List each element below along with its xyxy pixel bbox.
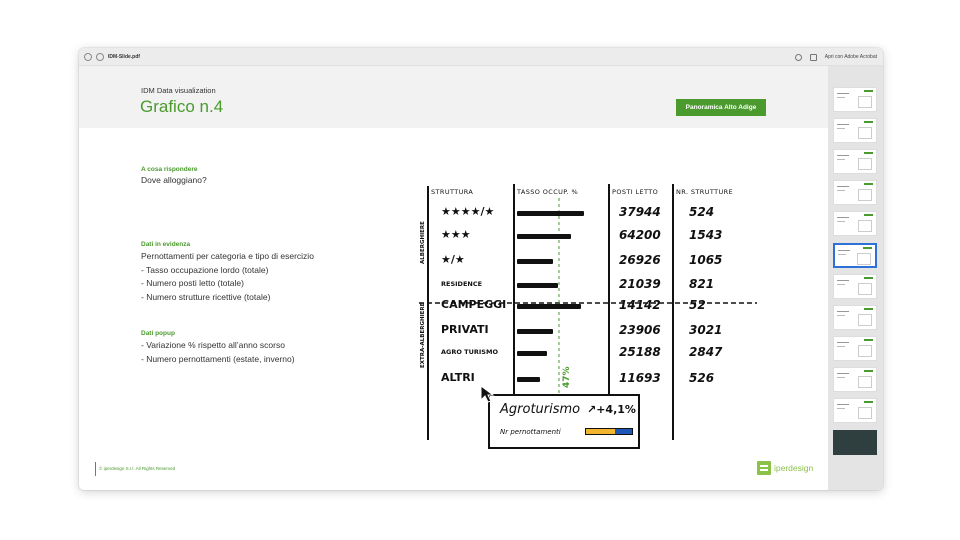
row-category-label: ★★★ [441, 228, 471, 241]
popup-name: Agroturismo [500, 402, 581, 417]
share-icon[interactable] [810, 54, 817, 61]
thumbnail-detail [858, 376, 872, 388]
thumbnail-detail [838, 254, 846, 255]
thumbnail-detail [858, 96, 872, 108]
occupancy-bar [517, 351, 547, 356]
thumbnail-detail [858, 314, 872, 326]
highlight-line: Pernottamenti per categoria e tipo di esercizio [141, 251, 314, 261]
markup-icon[interactable] [795, 54, 802, 61]
occupancy-bar [517, 259, 553, 264]
question-text: Dove alloggiano? [141, 175, 207, 185]
thumbnail-detail [864, 370, 873, 372]
page-thumbnail[interactable] [833, 149, 877, 174]
page-thumbnail[interactable] [833, 305, 877, 330]
strutture-value: 821 [689, 277, 715, 291]
thumbnail-detail [858, 158, 872, 170]
page-thumbnail[interactable] [833, 243, 877, 268]
page-thumbnail[interactable] [833, 367, 877, 392]
thumbnail-detail [864, 183, 873, 185]
posti-letto-value: 11693 [619, 371, 661, 385]
highlight-line: - Tasso occupazione lordo (totale) [141, 264, 269, 275]
thumbnail-detail [837, 315, 845, 316]
thumbnail-detail [863, 247, 872, 249]
thumbnail-detail [864, 214, 873, 216]
slide-page [79, 66, 828, 490]
occupancy-bar [517, 234, 571, 239]
row-category-label: ★/★ [441, 253, 465, 266]
info-icon[interactable] [96, 53, 104, 61]
thumbnail-detail [857, 253, 871, 265]
header-struttura: STRUTTURA [431, 188, 474, 196]
footer-accent [95, 462, 96, 476]
thumbnail-detail [837, 284, 845, 285]
thumbnail-detail [864, 339, 873, 341]
popup-data-list [141, 339, 295, 366]
thumbnail-detail [837, 217, 849, 218]
strutture-value: 524 [689, 205, 715, 219]
occupancy-bar [517, 329, 553, 334]
thumbnail-detail [858, 220, 872, 232]
logo-text: iperdesign [774, 463, 814, 473]
popup-data-line: - Variazione % rispetto all’anno scorso [141, 340, 285, 350]
posti-letto-value: 14142 [619, 298, 661, 312]
thumbnail-detail [858, 127, 872, 139]
logo-mark [757, 461, 771, 475]
row-category-label: ALTRI [441, 371, 475, 384]
thumbnail-detail [837, 408, 845, 409]
thumbnail-detail [837, 377, 845, 378]
agroturismo-popup [488, 394, 640, 449]
highlight-label: Dati in evidenza [141, 241, 191, 248]
thumbnail-detail [864, 308, 873, 310]
popup-variation: ↗+4,1% [587, 403, 636, 416]
thumbnail-detail [858, 345, 872, 357]
thumbnail-detail [837, 342, 849, 343]
thumbnail-detail [837, 97, 845, 98]
header-strutture: NR. STRUTTURE [676, 188, 734, 196]
open-with-acrobat-button[interactable]: Apri con Adobe Acrobat [824, 54, 877, 60]
strutture-value: 3021 [689, 323, 723, 337]
page-thumbnail[interactable] [833, 180, 877, 205]
title-bar [79, 48, 883, 66]
group-extra-alberghiere: EXTRA-ALBERGHIERE [420, 302, 426, 368]
popup-data-line: - Numero pernottamenti (estate, inverno) [141, 353, 295, 364]
footer-copyright: © iperdesign S.r.l. All Rights Reserved [99, 466, 176, 471]
highlight-line: - Numero posti letto (totale) [141, 278, 244, 288]
posti-letto-value: 25188 [619, 345, 661, 359]
posti-letto-value: 26926 [619, 253, 661, 267]
occupancy-bar [517, 304, 581, 309]
nights-season-bar [585, 428, 633, 435]
average-rate-label: 47% [562, 366, 572, 388]
thumbnail-detail [837, 373, 849, 374]
thumbnail-detail [858, 189, 872, 201]
occupancy-bar [517, 211, 584, 216]
thumbnail-detail [838, 250, 850, 251]
header-posti: POSTI LETTO [612, 188, 659, 196]
slide-header [79, 66, 828, 128]
strutture-value: 526 [689, 371, 715, 385]
highlight-list [141, 250, 314, 304]
strutture-value: 52 [689, 298, 706, 312]
thumbnail-detail [837, 190, 845, 191]
document-title: IDM-Slide.pdf [108, 53, 140, 60]
thumbnail-sidebar[interactable] [828, 66, 883, 490]
cursor-arrow-icon [479, 384, 499, 404]
thumbnail-detail [858, 407, 872, 419]
thumbnail-detail [858, 283, 872, 295]
thumbnail-detail [837, 155, 849, 156]
occupancy-bar [517, 377, 540, 382]
header-tasso: TASSO OCCUP. % [517, 188, 579, 196]
thumbnail-detail [864, 121, 873, 123]
row-category-label: AGRO TURISMO [441, 348, 498, 356]
thumbnail-detail [837, 346, 845, 347]
page-thumbnail[interactable] [833, 211, 877, 236]
thumbnail-detail [837, 159, 845, 160]
strutture-value: 2847 [689, 345, 723, 359]
popup-data-label: Dati popup [141, 330, 175, 337]
slide-title: Grafico n.4 [140, 97, 224, 116]
pdf-viewer-window [79, 48, 883, 490]
iperdesign-logo [757, 461, 813, 475]
overview-badge: Panoramica Alto Adige [676, 99, 766, 116]
page-thumbnail[interactable] [833, 274, 877, 299]
posti-letto-value: 37944 [619, 205, 661, 219]
row-category-label: RESIDENCE [441, 280, 483, 288]
posti-letto-value: 64200 [619, 228, 661, 242]
page-thumbnail[interactable] [833, 336, 877, 361]
question-label: A cosa rispondere [141, 166, 198, 173]
thumbnail-detail [837, 128, 845, 129]
thumbnail-detail [864, 152, 873, 154]
thumbnail-detail [837, 93, 849, 94]
strutture-value: 1065 [689, 253, 723, 267]
thumbnail-detail [837, 221, 845, 222]
row-category-label: ★★★★/★ [441, 205, 495, 218]
posti-letto-value: 23906 [619, 323, 661, 337]
highlight-line: - Numero strutture ricettive (totale) [141, 291, 271, 302]
occupancy-bar [517, 283, 558, 288]
page-thumbnail[interactable] [833, 87, 877, 112]
slide-kicker: IDM Data visualization [141, 86, 216, 95]
thumbnail-detail [864, 401, 873, 403]
page-thumbnail[interactable] [833, 430, 877, 455]
close-icon[interactable] [84, 53, 92, 61]
summer-share-fill [586, 429, 615, 434]
thumbnail-detail [837, 404, 849, 405]
row-category-label: PRIVATI [441, 323, 489, 336]
thumbnail-detail [837, 311, 849, 312]
page-thumbnail[interactable] [833, 118, 877, 143]
page-thumbnail[interactable] [833, 398, 877, 423]
group-alberghiere: ALBERGHIERE [420, 221, 426, 264]
row-category-label: CAMPEGGI [441, 298, 507, 311]
thumbnail-detail [837, 280, 849, 281]
thumbnail-detail [864, 277, 873, 279]
popup-nights-label: Nr pernottamenti [500, 428, 561, 436]
thumbnail-detail [837, 124, 849, 125]
thumbnail-detail [837, 186, 849, 187]
posti-letto-value: 21039 [619, 277, 661, 291]
strutture-value: 1543 [689, 228, 723, 242]
thumbnail-detail [864, 90, 873, 92]
